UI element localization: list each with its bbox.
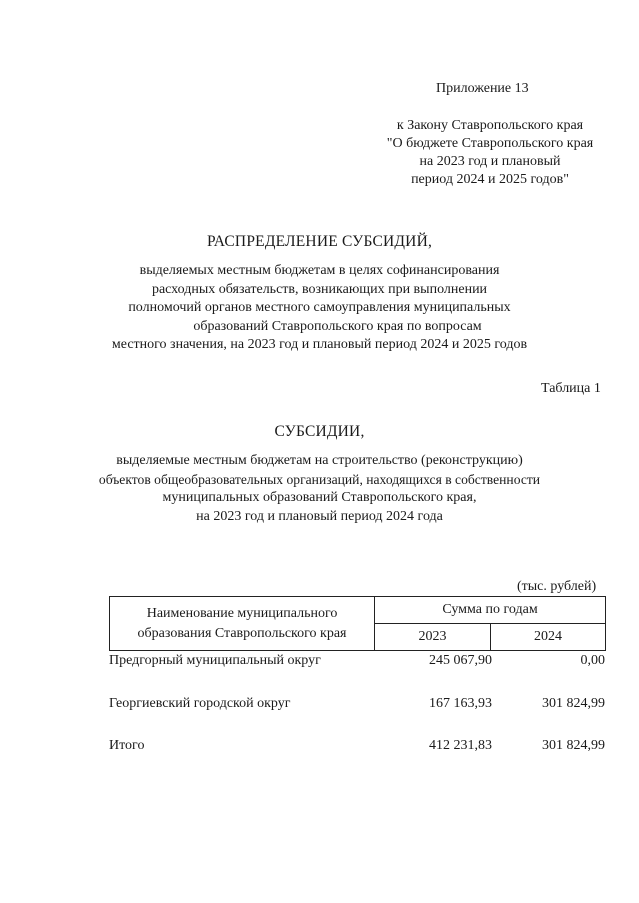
row-value-2024: 0,00 — [580, 653, 605, 668]
law-line: "О бюджете Ставропольского края — [386, 136, 594, 151]
description-line: образований Ставропольского края по вопросам — [193, 318, 482, 334]
subsidies-table-header — [109, 596, 606, 651]
name-header-line: образования Ставропольского края — [137, 625, 347, 641]
sum-by-years-header: Сумма по годам — [375, 597, 606, 624]
name-column-header — [110, 597, 375, 651]
description-line: муниципальных образований Ставропольского края, — [162, 490, 477, 505]
distribution-title: РАСПРЕДЕЛЕНИЕ СУБСИДИЙ, — [206, 233, 433, 250]
law-line: на 2023 год и плановый — [419, 154, 561, 169]
distribution-description — [0, 262, 639, 355]
description-line: объектов общеобразовательных организаций, находящихся в собственности — [98, 471, 541, 487]
row-value-2023: 412 231,83 — [429, 738, 492, 753]
description-line: выделяемых местным бюджетам в целях софинансирования — [139, 263, 500, 278]
subsidies-title: СУБСИДИИ, — [274, 423, 365, 440]
year-2024-header: 2024 — [491, 624, 606, 651]
row-value-2023: 167 163,93 — [429, 696, 492, 711]
row-name: Итого — [109, 738, 145, 753]
row-name: Георгиевский городской округ — [109, 696, 291, 711]
row-name: Предгорный муниципальный округ — [109, 653, 321, 668]
description-line: расходных обязательств, возникающих при выполнении — [151, 281, 488, 297]
law-line: период 2024 и 2025 годов" — [411, 172, 569, 187]
year-2023-header: 2023 — [375, 624, 491, 651]
units-label: (тыс. рублей) — [517, 579, 597, 594]
name-header-line: Наименование муниципального — [146, 605, 338, 621]
description-line: полномочий органов местного самоуправления муниципальных — [128, 300, 511, 315]
table-number-label: Таблица 1 — [541, 381, 601, 396]
row-value-2024: 301 824,99 — [542, 738, 605, 753]
description-line: местного значения, на 2023 год и плановый период 2024 и 2025 годов — [111, 337, 528, 352]
row-value-2024: 301 824,99 — [542, 696, 605, 711]
description-line: на 2023 год и плановый период 2024 года — [196, 508, 443, 524]
row-value-2023: 245 067,90 — [429, 653, 492, 668]
appendix-label: Приложение 13 — [436, 81, 529, 96]
law-line: к Закону Ставропольского края — [396, 118, 584, 133]
description-line: выделяемые местным бюджетам на строительство (реконструкцию) — [116, 453, 523, 468]
law-reference — [360, 117, 620, 189]
subsidies-description — [0, 452, 639, 526]
